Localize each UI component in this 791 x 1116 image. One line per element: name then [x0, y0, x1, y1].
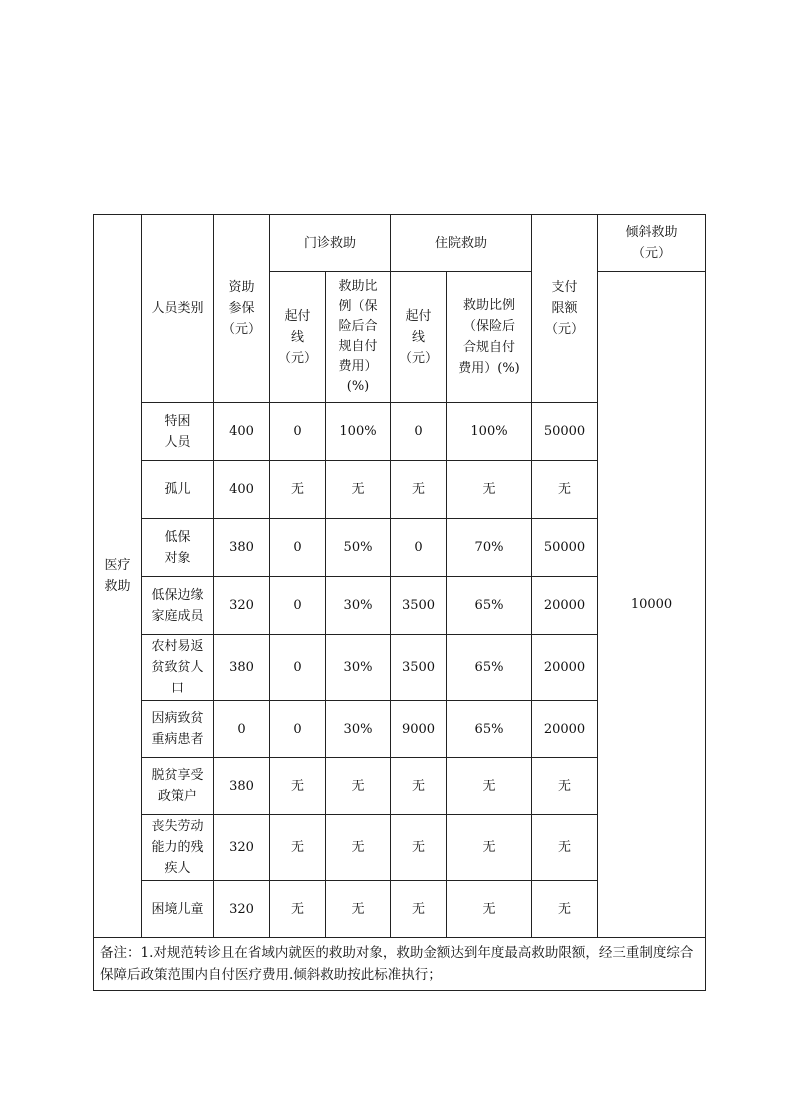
limit-cell: 无 [532, 758, 598, 815]
person-type-cell: 因病致贫 重病患者 [142, 701, 214, 758]
header-ip-threshold: 起付 线 （元） [391, 272, 447, 403]
ip-ratio-cell: 65% [447, 635, 532, 701]
op-ratio-cell: 无 [326, 815, 391, 881]
limit-cell: 无 [532, 461, 598, 519]
person-type-cell: 孤儿 [142, 461, 214, 519]
ip-threshold-cell: 0 [391, 403, 447, 461]
op-ratio-cell: 50% [326, 519, 391, 577]
ip-threshold-cell: 无 [391, 815, 447, 881]
op-ratio-cell: 30% [326, 701, 391, 758]
person-type-cell: 特困 人员 [142, 403, 214, 461]
ip-threshold-cell: 3500 [391, 577, 447, 635]
header-outpatient: 门诊救助 [270, 215, 391, 272]
ip-ratio-cell: 无 [447, 758, 532, 815]
subsidy-cell: 320 [214, 577, 270, 635]
category-cell: 医疗 救助 [94, 215, 142, 938]
subsidy-cell: 400 [214, 461, 270, 519]
op-threshold-cell: 无 [270, 461, 326, 519]
header-inpatient: 住院救助 [391, 215, 532, 272]
header-pay-limit: 支付 限额 （元） [532, 215, 598, 403]
header-tilt: 倾斜救助 （元） [598, 215, 706, 272]
op-threshold-cell: 无 [270, 815, 326, 881]
limit-cell: 20000 [532, 701, 598, 758]
header-ip-ratio: 救助比例 （保险后 合规自付 费用）(%) [447, 272, 532, 403]
ip-ratio-cell: 无 [447, 461, 532, 519]
ip-ratio-cell: 无 [447, 881, 532, 938]
person-type-cell: 困境儿童 [142, 881, 214, 938]
subsidy-cell: 380 [214, 635, 270, 701]
header-op-threshold: 起付 线 （元） [270, 272, 326, 403]
tilt-value-cell: 10000 [598, 272, 706, 938]
table-note: 备注：1.对规范转诊且在省域内就医的救助对象，救助金额达到年度最高救助限额，经三重制度综合保障后政策范围内自付医疗费用.倾斜救助按此标准执行； [94, 938, 706, 991]
ip-threshold-cell: 无 [391, 758, 447, 815]
header-subsidy: 资助 参保 （元） [214, 215, 270, 403]
subsidy-cell: 380 [214, 758, 270, 815]
limit-cell: 无 [532, 815, 598, 881]
person-type-cell: 低保 对象 [142, 519, 214, 577]
op-ratio-cell: 30% [326, 635, 391, 701]
op-ratio-cell: 无 [326, 881, 391, 938]
ip-threshold-cell: 无 [391, 461, 447, 519]
op-threshold-cell: 0 [270, 403, 326, 461]
ip-threshold-cell: 0 [391, 519, 447, 577]
limit-cell: 50000 [532, 403, 598, 461]
medical-assistance-table [93, 214, 706, 991]
limit-cell: 20000 [532, 635, 598, 701]
subsidy-cell: 320 [214, 881, 270, 938]
person-type-cell: 农村易返 贫致贫人 口 [142, 635, 214, 701]
header-person-type: 人员类别 [142, 215, 214, 403]
op-threshold-cell: 无 [270, 881, 326, 938]
ip-threshold-cell: 无 [391, 881, 447, 938]
ip-ratio-cell: 70% [447, 519, 532, 577]
ip-ratio-cell: 无 [447, 815, 532, 881]
person-type-cell: 脱贫享受 政策户 [142, 758, 214, 815]
subsidy-cell: 400 [214, 403, 270, 461]
ip-threshold-cell: 3500 [391, 635, 447, 701]
op-ratio-cell: 100% [326, 403, 391, 461]
ip-threshold-cell: 9000 [391, 701, 447, 758]
subsidy-cell: 320 [214, 815, 270, 881]
op-threshold-cell: 0 [270, 519, 326, 577]
subsidy-cell: 380 [214, 519, 270, 577]
ip-ratio-cell: 65% [447, 577, 532, 635]
op-ratio-cell: 无 [326, 461, 391, 519]
op-ratio-cell: 30% [326, 577, 391, 635]
op-threshold-cell: 无 [270, 758, 326, 815]
op-ratio-cell: 无 [326, 758, 391, 815]
op-threshold-cell: 0 [270, 701, 326, 758]
ip-ratio-cell: 65% [447, 701, 532, 758]
ip-ratio-cell: 100% [447, 403, 532, 461]
person-type-cell: 低保边缘 家庭成员 [142, 577, 214, 635]
person-type-cell: 丧失劳动 能力的残 疾人 [142, 815, 214, 881]
limit-cell: 20000 [532, 577, 598, 635]
op-threshold-cell: 0 [270, 635, 326, 701]
subsidy-cell: 0 [214, 701, 270, 758]
op-threshold-cell: 0 [270, 577, 326, 635]
header-op-ratio: 救助比 例（保 险后合 规自付 费用） (%) [326, 272, 391, 403]
limit-cell: 50000 [532, 519, 598, 577]
limit-cell: 无 [532, 881, 598, 938]
